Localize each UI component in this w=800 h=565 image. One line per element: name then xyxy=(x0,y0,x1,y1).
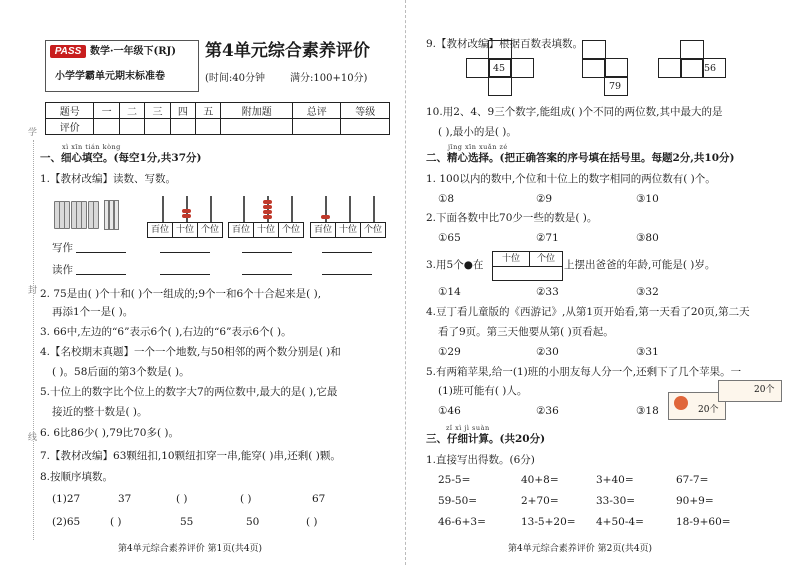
option[interactable]: ②30 xyxy=(536,346,559,358)
place-hundreds: 百位 xyxy=(310,222,336,238)
choice-question-3: 3.用5个●在 xyxy=(426,259,484,271)
place-tens: 十位 xyxy=(172,222,198,238)
score-col-header: 附加题 xyxy=(221,103,293,119)
option[interactable]: ①8 xyxy=(438,193,455,205)
score-col-header: 题号 xyxy=(46,103,94,119)
score-table xyxy=(45,102,390,135)
choice-question-5-cont: (1)班可能有( )人。 xyxy=(438,385,528,397)
place-tens: 十位 xyxy=(335,222,361,238)
score-col-header: 总评 xyxy=(292,103,340,119)
score-col-header: 二 xyxy=(119,103,144,119)
question-4: 4.【名校期末真题】一个一个地数,与50相邻的两个数分别是( )和 xyxy=(40,346,341,358)
calc-item[interactable]: 25-5= xyxy=(438,474,471,486)
write-answer-3[interactable] xyxy=(242,252,292,253)
read-answer-4[interactable] xyxy=(322,274,372,275)
calc-item[interactable]: 18-9+60= xyxy=(676,516,731,528)
binding-line xyxy=(33,140,34,540)
page-2 xyxy=(405,0,800,565)
subject-label: 数学·一年级下(RJ) xyxy=(90,46,176,57)
option[interactable]: ③80 xyxy=(636,232,659,244)
score-cell[interactable] xyxy=(196,119,221,135)
question-5-cont: 接近的整十数是( )。 xyxy=(52,406,148,418)
question-1: 1.【教材改编】读数、写数。 xyxy=(40,173,177,185)
calc-item[interactable]: 46-6+3= xyxy=(438,516,486,528)
question-10: 10.用2、4、9三个数字,能组成( )个不同的两位数,其中最大的是 xyxy=(426,106,723,118)
sequence-1-item: 37 xyxy=(118,493,132,505)
option[interactable]: ③18 xyxy=(636,405,659,417)
page-footer-2: 第4单元综合素养评价 第2页(共4页) xyxy=(508,544,653,554)
choice-question-4-cont: 看了9页。第三天他要从第( )页看起。 xyxy=(438,326,614,338)
score-cell[interactable] xyxy=(94,119,119,135)
sequence-1-item: 67 xyxy=(312,493,326,505)
read-answer-2[interactable] xyxy=(160,274,210,275)
score-col-header: 三 xyxy=(145,103,170,119)
place-ones: 个位 xyxy=(278,222,304,238)
option[interactable]: ②36 xyxy=(536,405,559,417)
score-table-header-row xyxy=(46,103,390,119)
question-8: 8.按顺序填数。 xyxy=(40,471,114,483)
read-label: 读作 xyxy=(52,264,73,276)
place-ones-cell: 个位 xyxy=(529,251,563,267)
score-cell[interactable] xyxy=(170,119,195,135)
score-cell[interactable] xyxy=(292,119,340,135)
calc-item[interactable]: 90+9= xyxy=(676,495,714,507)
full-score: 满分:100+10分) xyxy=(290,73,368,84)
option[interactable]: ③10 xyxy=(636,193,659,205)
margin-label-3: 线 xyxy=(28,433,38,443)
choice-question-2: 2.下面各数中比70少一些的数是( )。 xyxy=(426,212,598,224)
option[interactable]: ③32 xyxy=(636,286,659,298)
grid-value-56: 56 xyxy=(704,63,717,74)
option[interactable]: ①29 xyxy=(438,346,461,358)
score-cell[interactable] xyxy=(341,119,390,135)
calc-item[interactable]: 33-30= xyxy=(596,495,636,507)
question-3: 3. 66中,左边的“6”表示6个( ),右边的“6”表示6个( )。 xyxy=(40,326,292,338)
score-cell[interactable] xyxy=(119,119,144,135)
read-answer-3[interactable] xyxy=(242,274,292,275)
calc-question-1: 1.直接写出得数。(6分) xyxy=(426,454,535,466)
sequence-2-blank[interactable]: ( ) xyxy=(306,516,318,528)
score-cell[interactable] xyxy=(145,119,170,135)
option[interactable]: ②71 xyxy=(536,232,559,244)
score-col-header: 一 xyxy=(94,103,119,119)
place-tens: 十位 xyxy=(253,222,279,238)
page-title: 第4单元综合素养评价 xyxy=(205,41,370,61)
question-5: 5.十位上的数字比个位上的数字大7的两位数中,最大的是( ),它最 xyxy=(40,386,338,398)
sequence-2-blank[interactable]: ( ) xyxy=(110,516,122,528)
section1-title: 一、细心填空。(每空1分,共37分) xyxy=(40,152,202,164)
place-ones: 个位 xyxy=(197,222,223,238)
write-answer-1[interactable] xyxy=(76,252,126,253)
page-footer-1: 第4单元综合素养评价 第1页(共4页) xyxy=(118,544,263,554)
place-value-board xyxy=(492,266,563,281)
question-6: 6. 6比86少( ),79比70多( )。 xyxy=(40,427,180,439)
score-row-label: 评价 xyxy=(46,119,94,135)
question-4-cont: ( )。58后面的第3个数是( )。 xyxy=(52,366,190,378)
grid-value-45: 45 xyxy=(493,63,506,74)
write-answer-2[interactable] xyxy=(160,252,210,253)
grid-value-79: 79 xyxy=(609,81,622,92)
question-2-cont: 再添1个一是( )。 xyxy=(52,306,134,318)
write-label: 写作 xyxy=(52,242,73,254)
calc-item[interactable]: 13-5+20= xyxy=(521,516,576,528)
option[interactable]: ①65 xyxy=(438,232,461,244)
section2-title: 二、精心选择。(把正确答案的序号填在括号里。每题2分,共10分) xyxy=(426,152,735,164)
choice-question-3-cont: 上摆出爸爸的年龄,可能是( )岁。 xyxy=(564,259,716,271)
write-answer-4[interactable] xyxy=(322,252,372,253)
sequence-1-item: (1)27 xyxy=(52,493,81,505)
calc-item[interactable]: 59-50= xyxy=(438,495,478,507)
choice-question-5: 5.有两箱苹果,给一(1)班的小朋友每人分一个,还剩下了几个苹果。一 xyxy=(426,366,742,378)
section3-title: 三、仔细计算。(共20分) xyxy=(426,433,546,445)
section3-pinyin: zǐ xì jì suàn xyxy=(446,424,490,432)
margin-label-2: 封 xyxy=(28,286,38,296)
place-ones: 个位 xyxy=(360,222,386,238)
sequence-2-item: 50 xyxy=(246,516,260,528)
place-hundreds: 百位 xyxy=(147,222,173,238)
brand-logo: PASS xyxy=(50,45,86,58)
box-label: 20个 xyxy=(698,405,719,415)
section2-pinyin: jīng xīn xuǎn zé xyxy=(448,143,508,151)
sequence-2-item: (2)65 xyxy=(52,516,81,528)
score-table-row xyxy=(46,119,390,135)
option[interactable]: ②9 xyxy=(536,193,553,205)
question-7: 7.【教材改编】63颗纽扣,10颗纽扣穿一串,能穿( )串,还剩( )颗。 xyxy=(40,450,341,462)
sequence-1-blank[interactable]: ( ) xyxy=(176,493,188,505)
calc-item[interactable]: 40+8= xyxy=(521,474,559,486)
read-answer-1[interactable] xyxy=(76,274,126,275)
place-hundreds: 百位 xyxy=(228,222,254,238)
margin-label-1: 学 xyxy=(28,128,38,138)
section1-pinyin: xì xīn tián kòng xyxy=(62,143,121,151)
option[interactable]: ③31 xyxy=(636,346,659,358)
place-tens-cell: 十位 xyxy=(492,251,530,267)
option[interactable]: ①46 xyxy=(438,405,461,417)
calc-item[interactable]: 2+70= xyxy=(521,495,559,507)
sequence-2-item: 55 xyxy=(180,516,194,528)
calc-item[interactable]: 3+40= xyxy=(596,474,634,486)
calc-item[interactable]: 4+50-4= xyxy=(596,516,644,528)
time-limit: (时间:40分钟 xyxy=(205,73,265,84)
score-col-header: 等级 xyxy=(341,103,390,119)
question-2: 2. 75是由( )个十和( )个一组成的;9个一和6个十合起来是( ), xyxy=(40,288,322,300)
choice-question-4: 4.豆丁看儿童版的《西游记》,从第1页开始看,第一天看了20页,第二天 xyxy=(426,306,750,318)
question-10-cont: ( ),最小的是( )。 xyxy=(438,126,517,138)
score-col-header: 四 xyxy=(170,103,195,119)
score-cell[interactable] xyxy=(221,119,293,135)
score-col-header: 五 xyxy=(196,103,221,119)
calc-item[interactable]: 67-7= xyxy=(676,474,709,486)
series-label: 小学学霸单元期末标准卷 xyxy=(55,71,165,82)
choice-question-1: 1. 100以内的数中,个位和十位上的数字相同的两位数有( )个。 xyxy=(426,173,716,185)
option[interactable]: ①14 xyxy=(438,286,461,298)
question-9: 9.【教材改编】根据百数表填数。 xyxy=(426,38,584,50)
option[interactable]: ②33 xyxy=(536,286,559,298)
apple-icon xyxy=(674,396,688,410)
sequence-1-blank[interactable]: ( ) xyxy=(240,493,252,505)
box-label: 20个 xyxy=(754,385,775,395)
